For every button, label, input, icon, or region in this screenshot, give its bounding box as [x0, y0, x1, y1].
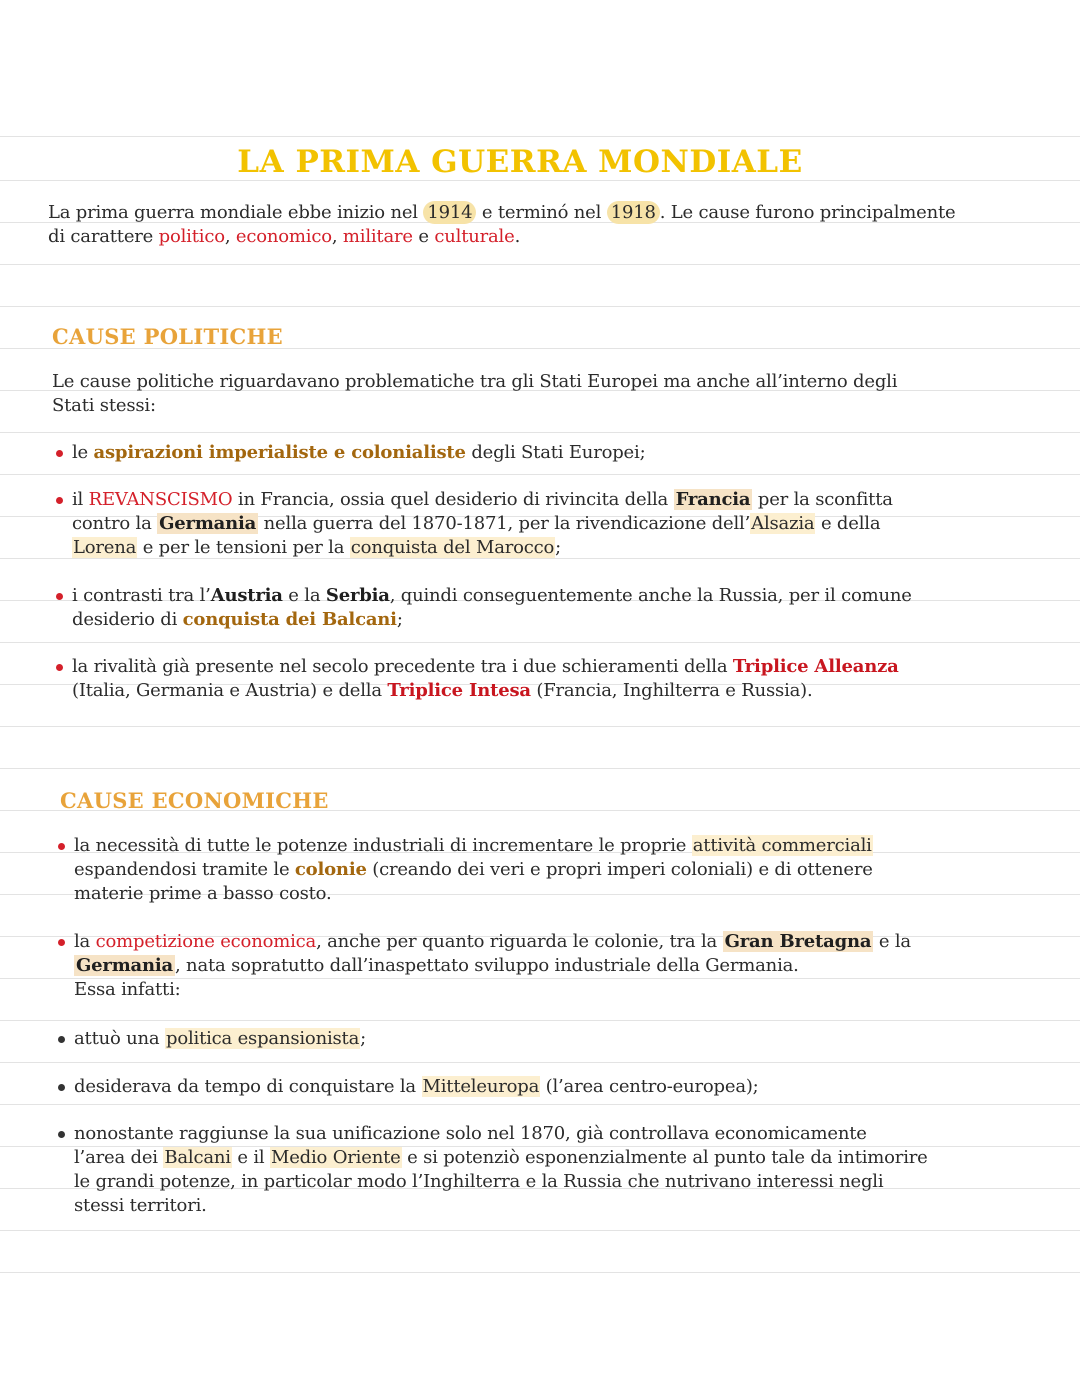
list-item: la rivalità già presente nel secolo precedente tra i due schieramenti della Triplice Alleanza	[72, 656, 899, 677]
section-heading-political: CAUSE POLITICHE	[52, 324, 283, 349]
list-item-cont: (Italia, Germania e Austria) e della Triplice Intesa (Francia, Inghilterra e Russia).	[72, 680, 813, 701]
list-item-cont: espandendosi tramite le colonie (creando dei veri e propri imperi coloniali) e di ottenere	[74, 859, 873, 880]
list-item-cont: Germania , nata sopratutto dall’inaspettato sviluppo industriale della Germania.	[76, 955, 799, 976]
bullet-icon	[58, 843, 65, 850]
list-item-cont: l’area dei Balcani e il Medio Oriente e si potenziò esponenzialmente al punto tale da intimorire	[74, 1147, 928, 1168]
list-item-cont: contro la Germania nella guerra del 1870-1871, per la rivendicazione dell’Alsazia e della	[72, 513, 881, 534]
list-item-cont: desiderio di conquista dei Balcani;	[72, 609, 403, 630]
list-item: la necessità di tutte le potenze industriali di incrementare le proprie attività commerciali	[74, 835, 872, 856]
page-rule	[0, 726, 1080, 727]
page-rule	[0, 1230, 1080, 1231]
page-rule	[0, 1020, 1080, 1021]
page-title: LA PRIMA GUERRA MONDIALE	[237, 144, 803, 180]
list-item-cont: Lorena e per le tensioni per la conquista del Marocco;	[73, 537, 562, 558]
list-item-cont: materie prime a basso costo.	[74, 883, 332, 904]
page-rule	[0, 264, 1080, 265]
bullet-icon	[58, 1084, 65, 1091]
page-rule	[0, 1272, 1080, 1273]
page-rule	[0, 768, 1080, 769]
political-intro: Stati stessi:	[52, 395, 156, 416]
list-item: i contrasti tra l’Austria e la Serbia, quindi conseguentemente anche la Russia, per il comune	[72, 585, 912, 606]
page-rule	[0, 642, 1080, 643]
page-rule	[0, 136, 1080, 137]
page-rule	[0, 432, 1080, 433]
page-rule	[0, 306, 1080, 307]
list-item-cont: stessi territori.	[74, 1195, 207, 1216]
list-item-cont: le grandi potenze, in particolar modo l’Inghilterra e la Russia che nutrivano interessi negli	[74, 1171, 884, 1192]
bullet-icon	[58, 939, 65, 946]
list-item: la competizione economica, anche per quanto riguarda le colonie, tra la Gran Bretagna e la	[74, 931, 911, 952]
bullet-icon	[56, 497, 63, 504]
list-item: il REVANSCISMO in Francia, ossia quel desiderio di rivincita della Francia per la sconfitta	[72, 489, 893, 510]
list-item: desiderava da tempo di conquistare la Mitteleuropa (l’area centro-europea);	[74, 1076, 759, 1097]
section-heading-economic: CAUSE ECONOMICHE	[60, 788, 329, 813]
bullet-icon	[56, 593, 63, 600]
page-rule	[0, 1104, 1080, 1105]
year-start: 1914	[423, 201, 476, 224]
bullet-icon	[56, 450, 63, 457]
list-item: nonostante raggiunse la sua unificazione solo nel 1870, già controllava economicamente	[74, 1123, 867, 1144]
year-end: 1918	[607, 201, 660, 224]
intro-line: di carattere politico, economico, militare e culturale.	[48, 226, 521, 247]
page-rule	[0, 180, 1080, 181]
political-intro: Le cause politiche riguardavano problematiche tra gli Stati Europei ma anche all’interno degli	[52, 371, 898, 392]
list-item: le aspirazioni imperialiste e colonialiste degli Stati Europei;	[72, 442, 646, 463]
bullet-icon	[58, 1131, 65, 1138]
page-rule	[0, 474, 1080, 475]
intro-line: La prima guerra mondiale ebbe inizio nel 1914 e terminó nel 1918 . Le cause furono principalmente	[48, 202, 956, 223]
page-rule	[0, 1062, 1080, 1063]
list-item-cont: Essa infatti:	[74, 979, 181, 1000]
list-item: attuò una politica espansionista;	[74, 1028, 366, 1049]
bullet-icon	[58, 1036, 65, 1043]
bullet-icon	[56, 664, 63, 671]
